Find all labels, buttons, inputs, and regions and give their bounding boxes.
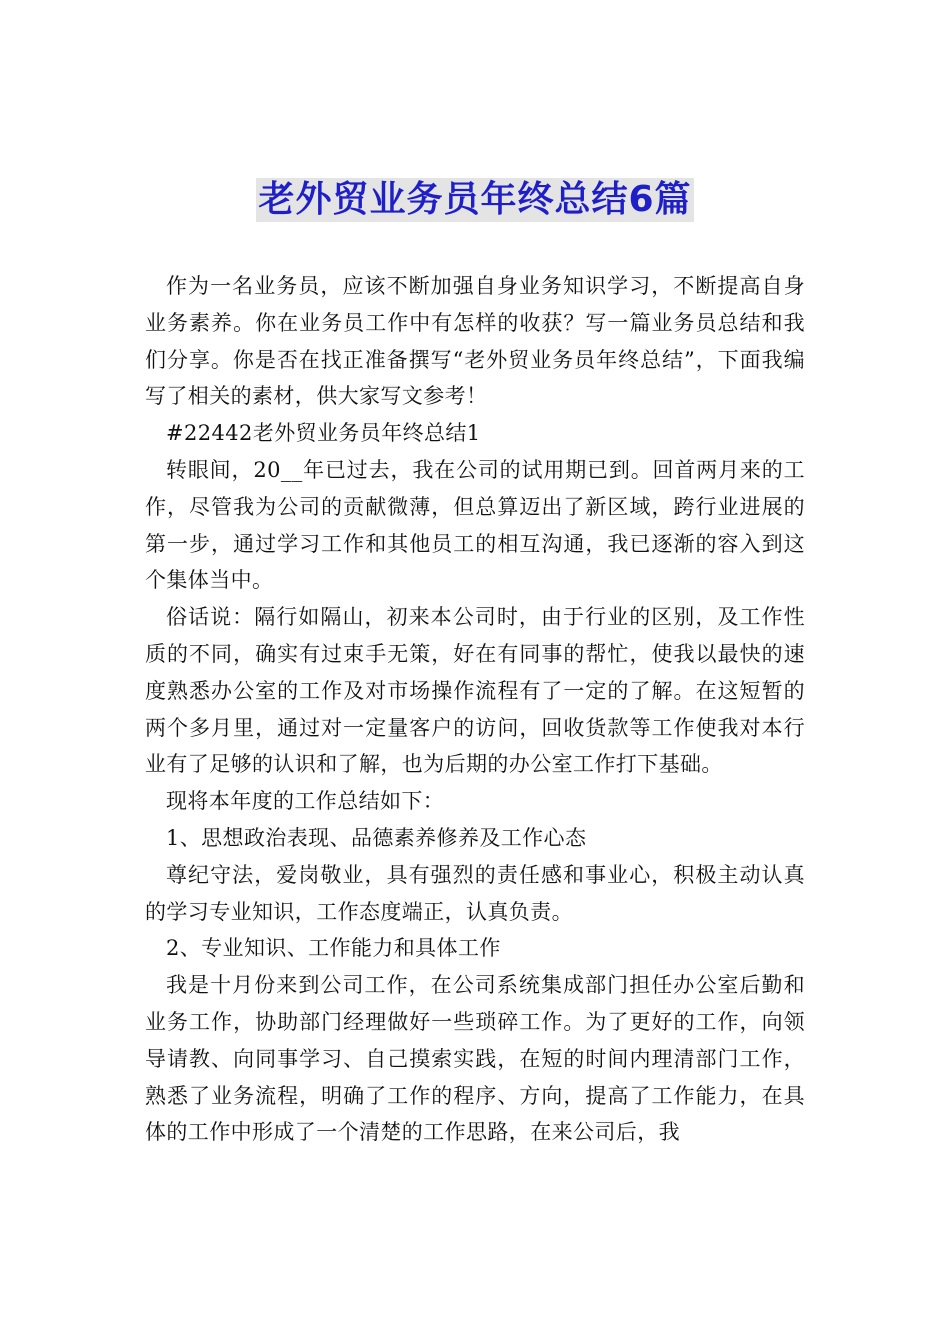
paragraph-intro: 作为一名业务员，应该不断加强自身业务知识学习，不断提高自身业务素养。你在业务员工作中有怎样的收获？写一篇业务员总结和我们分享。你是否在找正准备撰写“老外贸业务员年终总结”，下面我编写了相关的素材，供大家写文参考！ bbox=[145, 274, 805, 409]
paragraph: 转眼间，20__年已过去，我在公司的试用期已到。回首两月来的工作，尽管我为公司的贡献微薄，但总算迈出了新区域，跨行业进展的第一步，通过学习工作和其他员工的相互沟通，我已逐渐的容入到这个集体当中。 bbox=[145, 457, 805, 593]
paragraph: 尊纪守法，爱岗敬业，具有强烈的责任感和事业心，积极主动认真的学习专业知识，工作态度端正，认真负责。 bbox=[145, 862, 805, 924]
subheading-1: 1、思想政治表现、品德素养修养及工作心态 bbox=[166, 825, 587, 850]
paragraph: 现将本年度的工作总结如下： bbox=[166, 789, 445, 814]
title-container bbox=[0, 178, 950, 222]
document-body bbox=[145, 268, 805, 1151]
paragraph: 俗话说：隔行如隔山，初来本公司时，由于行业的区别，及工作性质的不同，确实有过束手无策，好在有同事的帮忙，使我以最快的速度熟悉办公室的工作及对市场操作流程有了一定的了解。在这短暂的两个多月里，通过对一定量客户的访问，回收货款等工作使我对本行业有了足够的认识和了解，也为后期的办公室工作打下基础。 bbox=[145, 605, 805, 777]
document-title: 老外贸业务员年终总结6篇 bbox=[258, 179, 692, 220]
section-heading-1: #22442老外贸业务员年终总结1 bbox=[166, 421, 481, 446]
subheading-2: 2、专业知识、工作能力和具体工作 bbox=[166, 936, 501, 961]
paragraph: 我是十月份来到公司工作，在公司系统集成部门担任办公室后勤和业务工作，协助部门经理做好一些琐碎工作。为了更好的工作，向领导请教、向同事学习、自己摸索实践，在短的时间内理清部门工作，熟悉了业务流程，明确了工作的程序、方向，提高了工作能力，在具体的工作中形成了一个清楚的工作思路，在来公司后，我 bbox=[145, 973, 805, 1145]
